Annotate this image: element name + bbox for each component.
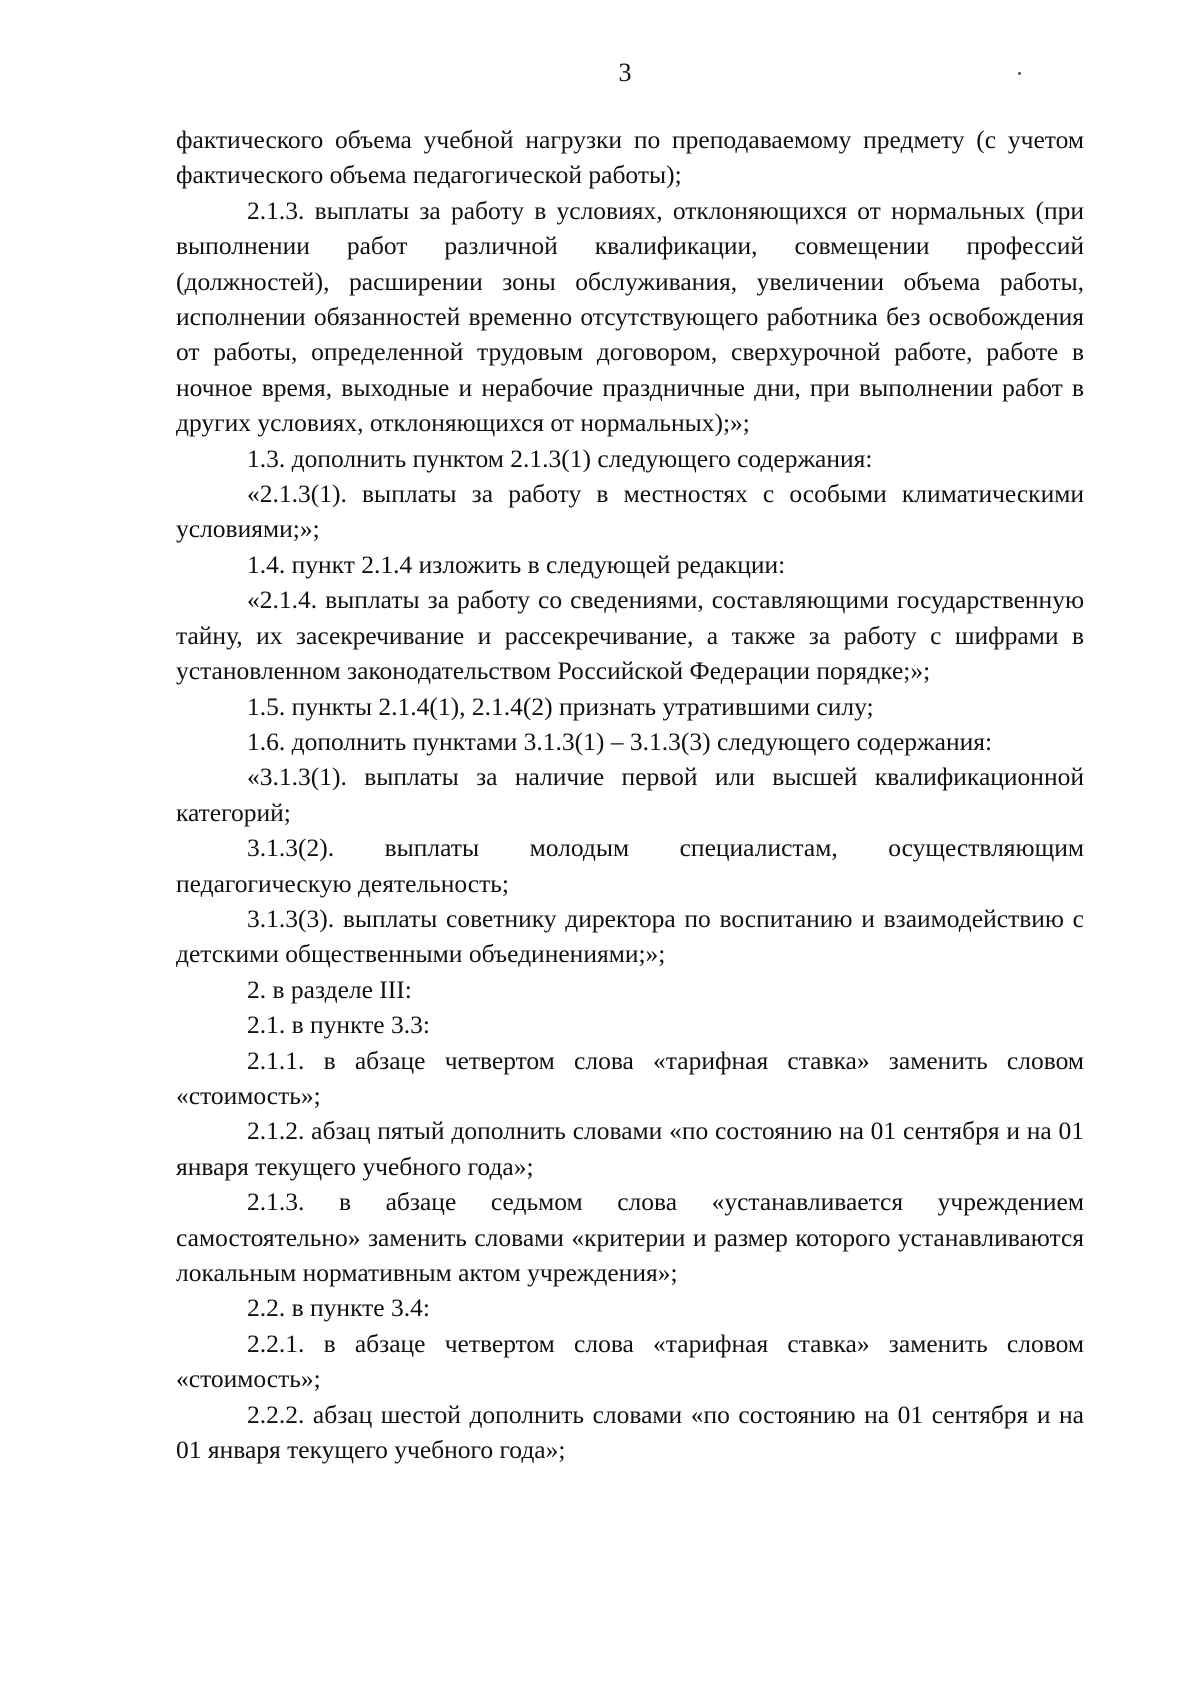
page-number: 3 [618, 58, 632, 87]
paragraph: 2.1.1. в абзаце четвертом слова «тарифная ставка» заменить словом «стоимость»; [176, 1045, 1084, 1110]
paragraph: фактического объема учебной нагрузки по преподаваемому предмету (с учетом фактического объема педагогической работы); [176, 125, 1084, 190]
paragraph: «2.1.3(1). выплаты за работу в местностях с особыми климатическими условиями;»; [176, 479, 1084, 544]
paragraph: 2.1.2. абзац пятый дополнить словами «по состоянию на 01 сентября и на 01 января текущего учебного года»; [176, 1116, 1084, 1181]
paragraph: 1.4. пункт 2.1.4 изложить в следующей редакции: [247, 549, 786, 579]
paragraph: 2.2.1. в абзаце четвертом слова «тарифная ставка» заменить словом «стоимость»; [176, 1328, 1084, 1394]
paragraph: 2.1.3. выплаты за работу в условиях, отклоняющихся от нормальных (при выполнении работ различной квалификации, совмещении профессий (должностей), расширении зоны обслуживания, увеличении объема работы, исполнении обязанностей временно отсутствующего работника без освобождения от работы, определенной трудовым договором, сверхурочной работе, работе в ночное время, выходные и нерабочие праздничные дни, при выполнении работ в других условиях, отклоняющихся от нормальных);»; [176, 195, 1084, 438]
paragraph: «2.1.4. выплаты за работу со сведениями, составляющими государственную тайну, их засекречивание и рассекречивание, а также за работу с шифрами в установленном законодательством Российской Федерации порядке;»; [176, 585, 1084, 686]
paragraph: 3.1.3(3). выплаты советнику директора по воспитанию и взаимодействию с детскими общественными объединениями;»; [176, 903, 1084, 969]
paragraph: 2.1. в пункте 3.3: [247, 1010, 430, 1040]
paragraph: 2.2.2. абзац шестой дополнить словами «по состоянию на 01 сентября и на 01 января текущего учебного года»; [176, 1399, 1084, 1465]
paragraph: 1.5. пункты 2.1.4(1), 2.1.4(2) признать утратившими силу; [247, 691, 874, 721]
scan-speck [1018, 72, 1021, 75]
paragraph: 2.1.3. в абзаце седьмом слова «устанавливается учреждением самостоятельно» заменить словами «критерии и размер которого устанавливаются локальным нормативным актом учреждения»; [176, 1187, 1084, 1287]
paragraph: 1.6. дополнить пунктами 3.1.3(1) – 3.1.3(3) следующего содержания: [247, 726, 993, 756]
paragraph: 2. в разделе III: [247, 974, 412, 1004]
document-body [176, 122, 1084, 1467]
paragraph: 3.1.3(2). выплаты молодым специалистам, осуществляющим педагогическую деятельность; [176, 833, 1084, 898]
paragraph: 2.2. в пункте 3.4: [247, 1293, 430, 1323]
paragraph: 1.3. дополнить пунктом 2.1.3(1) следующего содержания: [247, 443, 873, 473]
paragraph: «3.1.3(1). выплаты за наличие первой или высшей квалификационной категорий; [176, 762, 1084, 827]
